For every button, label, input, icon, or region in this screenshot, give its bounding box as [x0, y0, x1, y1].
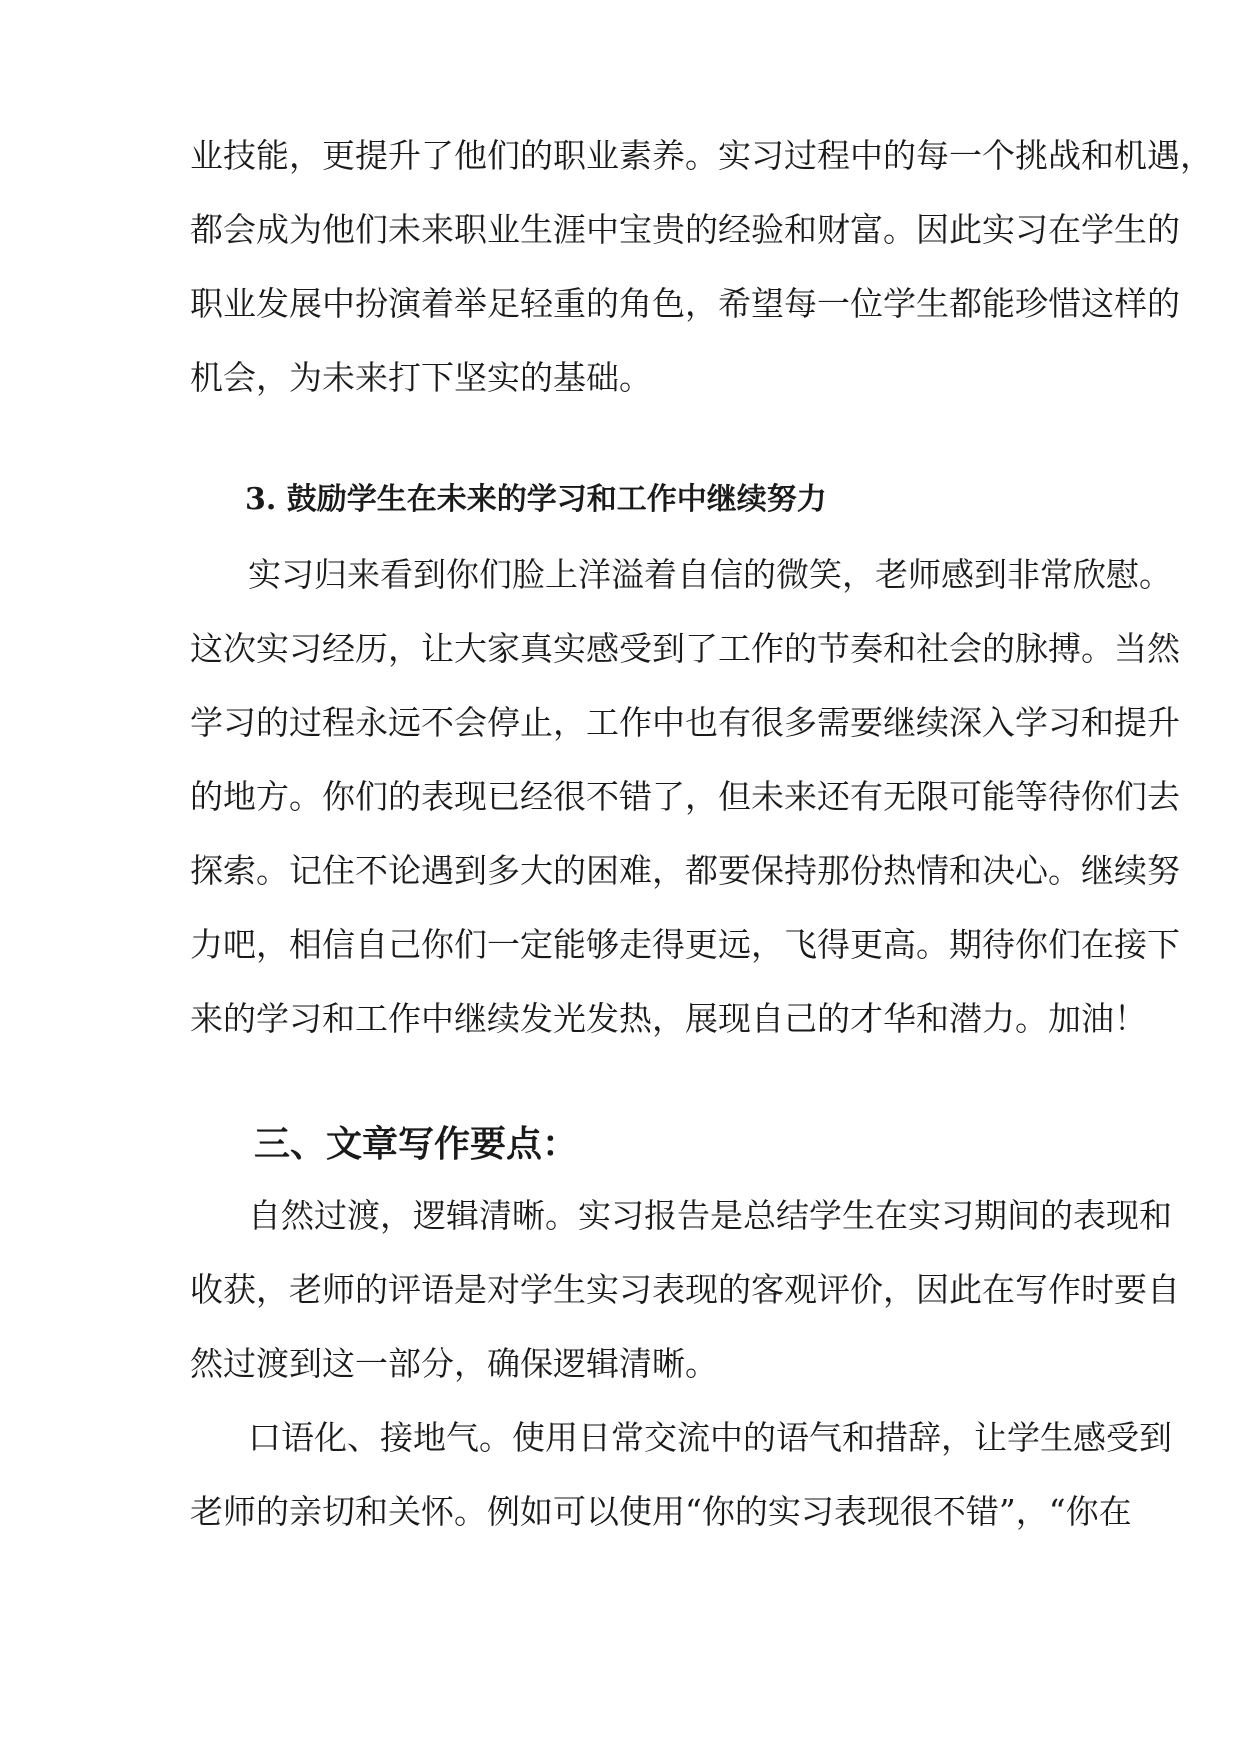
paragraph-line: 力吧，相信自己你们一定能够走得更远，飞得更高。期待你们在接下 — [190, 925, 1180, 964]
paragraph-line: 老师的亲切和关怀。例如可以使用“你的实习表现很不错”，“你在 — [190, 1492, 1132, 1531]
paragraph-line: 都会成为他们未来职业生涯中宝贵的经验和财富。因此实习在学生的 — [190, 210, 1180, 249]
paragraph-line: 来的学习和工作中继续发光发热，展现自己的才华和潜力。加油！ — [190, 999, 1147, 1038]
paragraph-line: 机会，为未来打下坚实的基础。 — [190, 358, 652, 397]
paragraph-line: 收获，老师的评语是对学生实习表现的客观评价，因此在写作时要自 — [190, 1270, 1180, 1309]
paragraph-line: 然过渡到这一部分，确保逻辑清晰。 — [190, 1344, 718, 1383]
paragraph-line: 自然过渡，逻辑清晰。实习报告是总结学生在实习期间的表现和 — [248, 1196, 1172, 1235]
section-heading: 三、文章写作要点： — [254, 1123, 579, 1165]
paragraph-line: 职业发展中扮演着举足轻重的角色，希望每一位学生都能珍惜这样的 — [190, 284, 1180, 323]
paragraph-line: 口语化、接地气。使用日常交流中的语气和措辞，让学生感受到 — [248, 1418, 1172, 1457]
paragraph-line: 探索。记住不论遇到多大的困难，都要保持那份热情和决心。继续努 — [190, 851, 1180, 890]
paragraph-line: 业技能，更提升了他们的职业素养。实习过程中的每一个挑战和机遇， — [190, 136, 1213, 175]
paragraph-line: 实习归来看到你们脸上洋溢着自信的微笑，老师感到非常欣慰。 — [248, 555, 1172, 594]
paragraph-line: 学习的过程永远不会停止，工作中也有很多需要继续深入学习和提升 — [190, 703, 1180, 742]
paragraph-line: 的地方。你们的表现已经很不错了，但未来还有无限可能等待你们去 — [190, 777, 1180, 816]
subheading-3: 3. 鼓励学生在未来的学习和工作中继续努力 — [245, 482, 827, 517]
paragraph-line: 这次实习经历，让大家真实感受到了工作的节奏和社会的脉搏。当然 — [190, 629, 1180, 668]
